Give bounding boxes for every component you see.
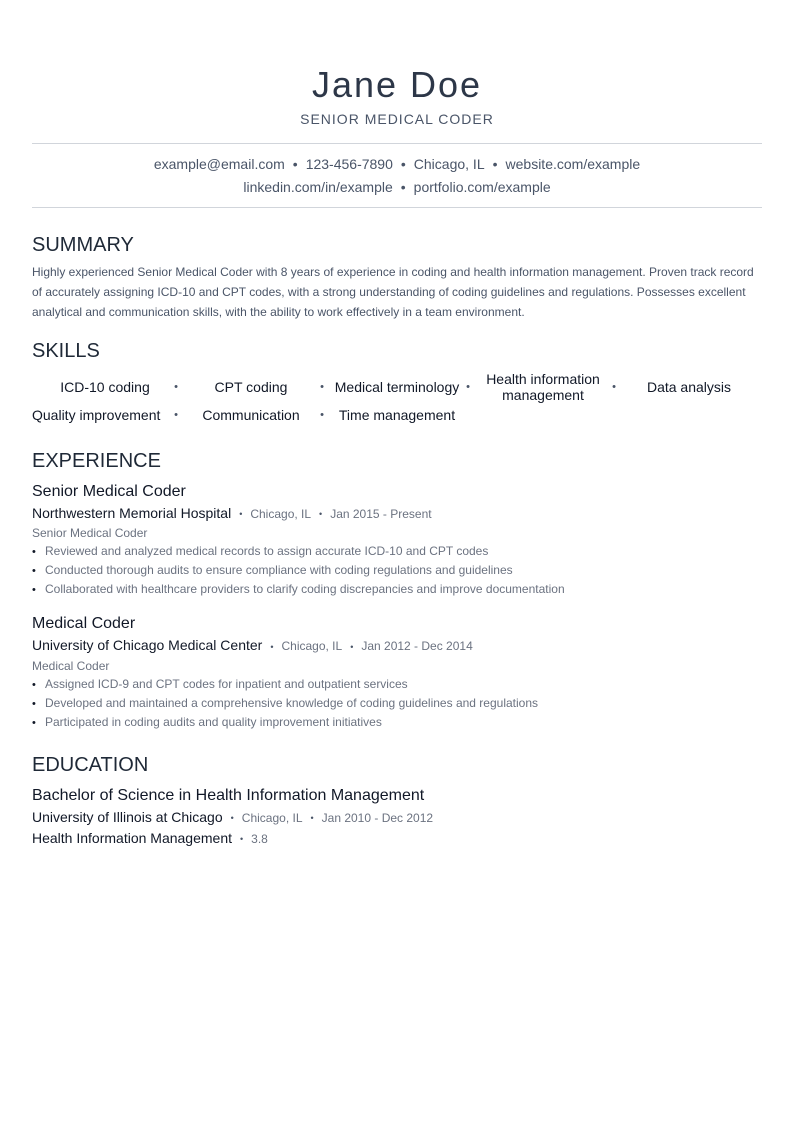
job-employer-line [32,636,762,655]
separator-dot: • [292,156,298,172]
school-dates: Jan 2010 - Dec 2012 [321,810,434,825]
contact-phone[interactable]: 123-456-7890 [305,156,393,172]
separator-dot: • [239,509,243,520]
field-of-study: Health Information Management [32,829,232,846]
summary-heading: SUMMARY [32,234,134,256]
gpa-value: 3.8 [251,831,268,846]
job-dates: Jan 2012 - Dec 2014 [361,639,473,654]
job-subtitle: Senior Medical Coder [32,526,148,541]
list-item: • Participated in coding audits and quality improvement initiatives [32,713,762,732]
header-divider-bottom [32,207,762,208]
job-bullets [32,542,762,599]
contact-website[interactable]: website.com/example [505,156,641,172]
summary-text: Highly experienced Senior Medical Coder with 8 years of experience in coding and health information management. Proven track record of accurately assigning ICD-10 and CPT codes, with a strong understanding of coding guidelines and regulations. Possesses excellent analytical and communication skills, with the ability to work effectively in a team environment. [32,265,754,319]
degree-title: Bachelor of Science in Health Information Management [32,786,425,804]
school-name: University of Illinois at Chicago [32,808,223,825]
contact-row-2 [32,176,762,199]
field-line [32,829,762,848]
list-item: • Reviewed and analyzed medical records to assign accurate ICD-10 and CPT codes [32,542,762,561]
contact-row-1 [32,153,762,176]
separator-dot: • [400,179,406,195]
education-heading: EDUCATION [32,753,149,776]
experience-entry [32,614,762,731]
separator-dot: • [400,156,406,172]
skill-item: Time management [338,407,456,423]
skill-item: CPT coding • [178,373,324,401]
experience-entry [32,482,762,599]
skills-heading: SKILLS [32,340,100,362]
skill-item: Health information management • [470,373,616,401]
skill-item: Data analysis [646,379,732,395]
list-item: • Assigned ICD-9 and CPT codes for inpatient and outpatient services [32,675,762,694]
list-item: • Conducted thorough audits to ensure compliance with coding regulations and guidelines [32,561,762,580]
school-line [32,808,762,827]
contact-linkedin[interactable]: linkedin.com/in/example [243,179,393,195]
separator-dot: • [310,812,314,823]
separator-dot: • [492,156,498,172]
list-item: • Developed and maintained a comprehensive knowledge of coding guidelines and regulations [32,694,762,713]
separator-dot: • [350,641,354,652]
contact-info [32,144,762,207]
job-bullets [32,675,762,732]
job-title: Medical Coder [32,615,136,633]
separator-dot: • [319,509,323,520]
job-employer: Northwestern Memorial Hospital [32,505,232,521]
experience-heading: EXPERIENCE [32,450,161,472]
job-subtitle: Medical Coder [32,658,110,673]
job-location: Chicago, IL [281,639,343,654]
summary-section [32,233,762,322]
candidate-title: SENIOR MEDICAL CODER [300,111,494,127]
experience-section [32,449,762,732]
candidate-name: Jane Doe [311,64,483,105]
skill-item: ICD-10 coding • [32,373,178,401]
resume-header [32,0,762,127]
skill-item: Communication • [178,401,324,429]
separator-dot: • [270,641,274,652]
job-dates: Jan 2015 - Present [330,507,432,521]
skill-item: Medical terminology • [324,373,470,401]
skill-item: Quality improvement • [32,401,178,429]
job-title: Senior Medical Coder [32,483,186,500]
contact-location: Chicago, IL [413,156,485,172]
skills-section [32,339,762,429]
contact-email[interactable]: example@email.com [153,156,285,172]
education-section [32,753,762,849]
job-employer: University of Chicago Medical Center [32,637,263,654]
job-employer-line [32,504,762,523]
skills-list [32,373,762,429]
separator-dot: • [240,834,244,845]
school-location: Chicago, IL [241,810,303,825]
list-item: • Collaborated with healthcare providers to clarify coding discrepancies and improve documentation [32,580,762,599]
contact-portfolio[interactable]: portfolio.com/example [413,179,551,195]
education-entry [32,786,762,849]
separator-dot: • [230,812,234,823]
job-location: Chicago, IL [250,507,312,521]
